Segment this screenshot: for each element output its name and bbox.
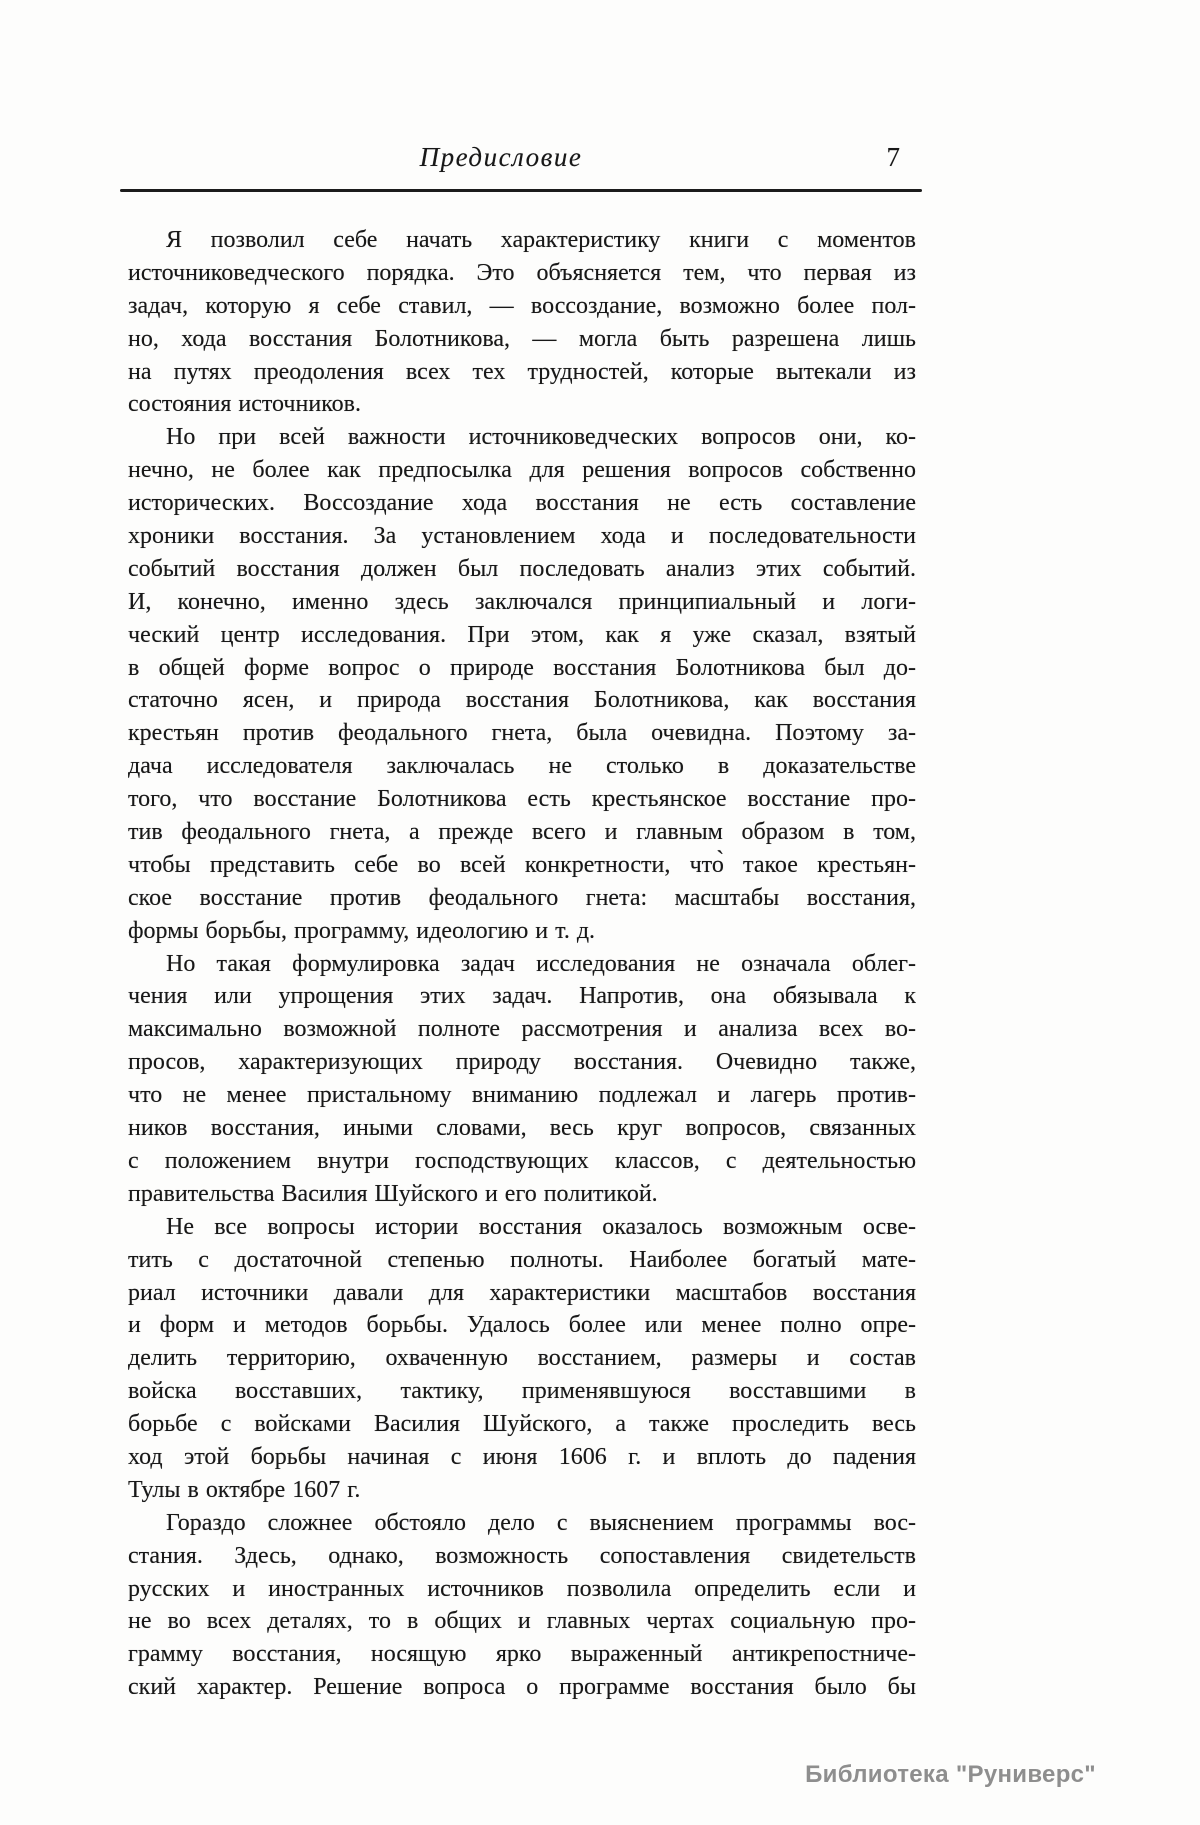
text-line: статочно ясен, и природа восстания Болотникова, как восстания	[128, 687, 916, 714]
text-line: Гораздо сложнее обстояло дело с выяснением программы вос-	[166, 1509, 916, 1536]
text-line: источниковедческого порядка. Это объясняется тем, что первая из	[128, 259, 916, 286]
text-line: ский характер. Решение вопроса о программе восстания было бы	[128, 1674, 916, 1701]
text-line: не во всех деталях, то в общих и главных чертах социальную про-	[128, 1608, 916, 1635]
text-line: на путях преодоления всех тех трудностей, которые вытекали из	[128, 358, 916, 385]
library-watermark: Библиотека "Руниверс"	[805, 1761, 1096, 1788]
text-line: просов, характеризующих природу восстания. Очевидно также,	[128, 1049, 916, 1076]
text-line: грамму восстания, носящую ярко выраженный антикрепостниче-	[128, 1641, 916, 1668]
text-line: правительства Василия Шуйского и его политикой.	[128, 1180, 658, 1207]
page-header	[120, 142, 922, 182]
text-line: тив феодального гнета, а прежде всего и главным образом в том,	[128, 819, 916, 846]
text-line: Но при всей важности источниковедческих вопросов они, ко-	[166, 424, 916, 451]
text-line: делить территорию, охваченную восстанием, размеры и состав	[128, 1345, 916, 1372]
paragraph	[128, 1507, 916, 1704]
text-line: борьбе с войсками Василия Шуйского, а также проследить весь	[128, 1411, 916, 1438]
text-line: крестьян против феодального гнета, была очевидна. Поэтому за-	[128, 720, 916, 747]
text-line: риал источники давали для характеристики масштабов восстания	[128, 1279, 916, 1306]
text-line: событий восстания должен был последовать анализ этих событий.	[128, 555, 916, 582]
text-line: нечно, не более как предпосылка для решения вопросов собственно	[128, 457, 916, 484]
text-line: но, хода восстания Болотникова, — могла быть разрешена лишь	[128, 325, 916, 352]
text-line: И, конечно, именно здесь заключался принципиальный и логи-	[128, 588, 916, 615]
page-number: 7	[886, 142, 900, 172]
text-line: что не менее пристальному вниманию подлежал и лагерь против-	[128, 1082, 916, 1109]
text-line: чения или упрощения этих задач. Напротив, она обязывала к	[128, 983, 916, 1010]
text-line: состояния источников.	[128, 391, 361, 418]
text-line: ход этой борьбы начиная с июня 1606 г. и вплоть до падения	[128, 1443, 916, 1470]
text-line: с положением внутри господствующих классов, с деятельностью	[128, 1147, 916, 1174]
text-line: стания. Здесь, однако, возможность сопоставления свидетельств	[128, 1542, 916, 1569]
text-line: тить с достаточной степенью полноты. Наиболее богатый мате-	[128, 1246, 916, 1273]
page-text	[128, 224, 916, 1704]
text-line: Не все вопросы истории восстания оказалось возможным осве-	[166, 1213, 916, 1240]
text-line: чтобы представить себе во всей конкретности, что̀ такое крестьян-	[128, 851, 916, 878]
header-rule	[120, 189, 922, 192]
text-line: в общей форме вопрос о природе восстания Болотникова был до-	[128, 654, 916, 681]
paragraph	[128, 421, 916, 947]
text-line: и форм и методов борьбы. Удалось более или менее полно опре-	[128, 1312, 916, 1339]
text-line: хроники восстания. За установлением хода и последовательности	[128, 523, 916, 550]
text-line: Тулы в октябре 1607 г.	[128, 1476, 361, 1503]
paragraph	[128, 1211, 916, 1507]
paragraph	[128, 224, 916, 421]
paragraph	[128, 948, 916, 1211]
text-line: ское восстание против феодального гнета: масштабы восстания,	[128, 884, 916, 911]
text-line: исторических. Воссоздание хода восстания не есть составление	[128, 490, 916, 517]
text-line: задач, которую я себе ставил, — воссоздание, возможно более пол-	[128, 292, 916, 319]
text-line: формы борьбы, программу, идеологию и т. д.	[128, 917, 596, 944]
text-line: Но такая формулировка задач исследования не означала облег-	[166, 950, 916, 977]
text-line: ников восстания, иными словами, весь круг вопросов, связанных	[128, 1115, 916, 1142]
text-line: дача исследователя заключалась не столько в доказательстве	[128, 753, 916, 780]
text-line: войска восставших, тактику, применявшуюся восставшими в	[128, 1378, 916, 1405]
text-line: максимально возможной полноте рассмотрения и анализа всех во-	[128, 1016, 916, 1043]
text-line: ческий центр исследования. При этом, как я уже сказал, взятый	[128, 621, 916, 648]
running-head-title: Предисловие	[419, 142, 583, 172]
text-line: русских и иностранных источников позволила определить если и	[128, 1575, 916, 1602]
text-line: Я позволил себе начать характеристику книги с моментов	[166, 227, 916, 253]
text-line: того, что восстание Болотникова есть крестьянское восстание про-	[128, 786, 916, 813]
